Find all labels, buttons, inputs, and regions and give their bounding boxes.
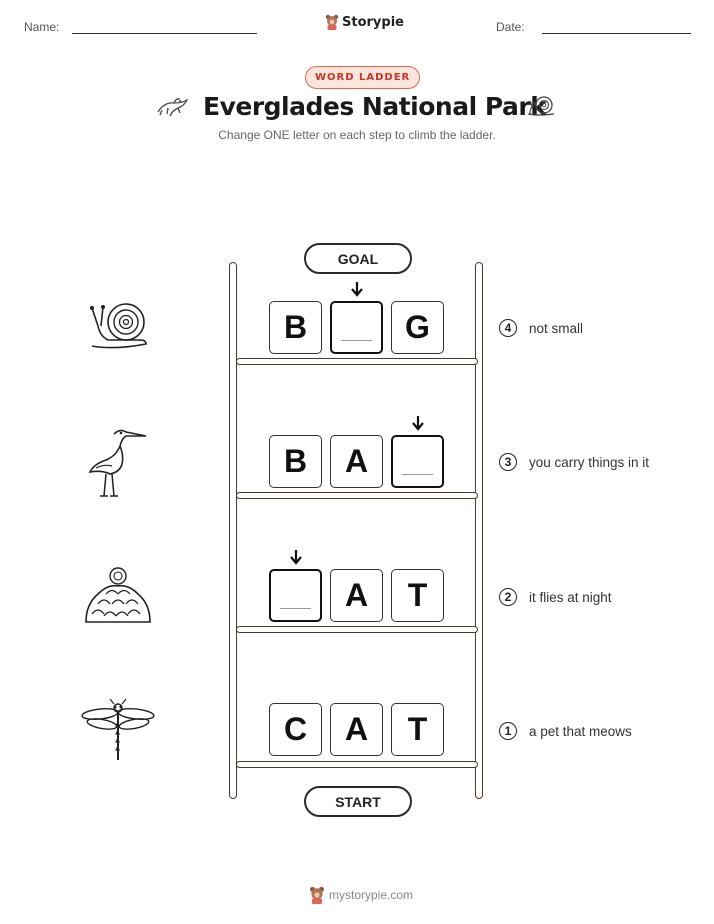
heron-icon: [86, 424, 148, 498]
ladder-rung: [236, 761, 478, 768]
date-label: Date:: [496, 20, 525, 34]
step-number-badge: 2: [499, 588, 517, 606]
goal-label: GOAL: [304, 243, 412, 274]
blank-letter-input[interactable]: [269, 569, 322, 622]
ladder-rung: [236, 358, 478, 365]
alligator-icon: [156, 94, 190, 120]
letter-tile: G: [391, 301, 444, 354]
bear-mascot-icon: [325, 14, 339, 30]
ladder-left-rail: [229, 262, 237, 799]
step-number-badge: 3: [499, 453, 517, 471]
dragonfly-icon: [80, 698, 156, 762]
letter-tile: T: [391, 703, 444, 756]
ladder-right-rail: [475, 262, 483, 799]
page-title: Everglades National Park: [203, 92, 547, 121]
letter-tile: B: [269, 301, 322, 354]
instructions: Change ONE letter on each step to climb the ladder.: [218, 128, 496, 142]
snail-small-icon: [526, 94, 556, 118]
brand-logo: [325, 14, 404, 30]
clue-text: not small: [529, 321, 584, 336]
letter-tile: T: [391, 569, 444, 622]
shell-pile-icon: [82, 564, 154, 626]
name-line[interactable]: [72, 33, 257, 34]
step-number-badge: 1: [499, 722, 517, 740]
ladder-rung: [236, 626, 478, 633]
letter-tile: A: [330, 569, 383, 622]
start-label: START: [304, 786, 412, 817]
letter-tile: C: [269, 703, 322, 756]
letter-tile: A: [330, 703, 383, 756]
clue-text: you carry things in it: [529, 455, 650, 470]
arrow-down-icon: [287, 549, 305, 570]
letter-tile: A: [330, 435, 383, 488]
blank-letter-input[interactable]: [330, 301, 383, 354]
footer: [309, 886, 413, 904]
snail-icon: [84, 300, 150, 354]
bear-mascot-icon: [309, 886, 325, 904]
blank-letter-input[interactable]: [391, 435, 444, 488]
letter-tile: B: [269, 435, 322, 488]
footer-url[interactable]: mystorypie.com: [329, 888, 414, 902]
brand-name: Storypie: [342, 14, 404, 30]
word-ladder-badge: WORD LADDER: [305, 66, 420, 89]
clue-text: a pet that meows: [529, 724, 632, 739]
clue-text: it flies at night: [529, 590, 612, 605]
name-label: Name:: [24, 20, 60, 34]
date-line[interactable]: [542, 33, 691, 34]
step-number-badge: 4: [499, 319, 517, 337]
ladder-rung: [236, 492, 478, 499]
arrow-down-icon: [409, 415, 427, 436]
arrow-down-icon: [348, 281, 366, 302]
